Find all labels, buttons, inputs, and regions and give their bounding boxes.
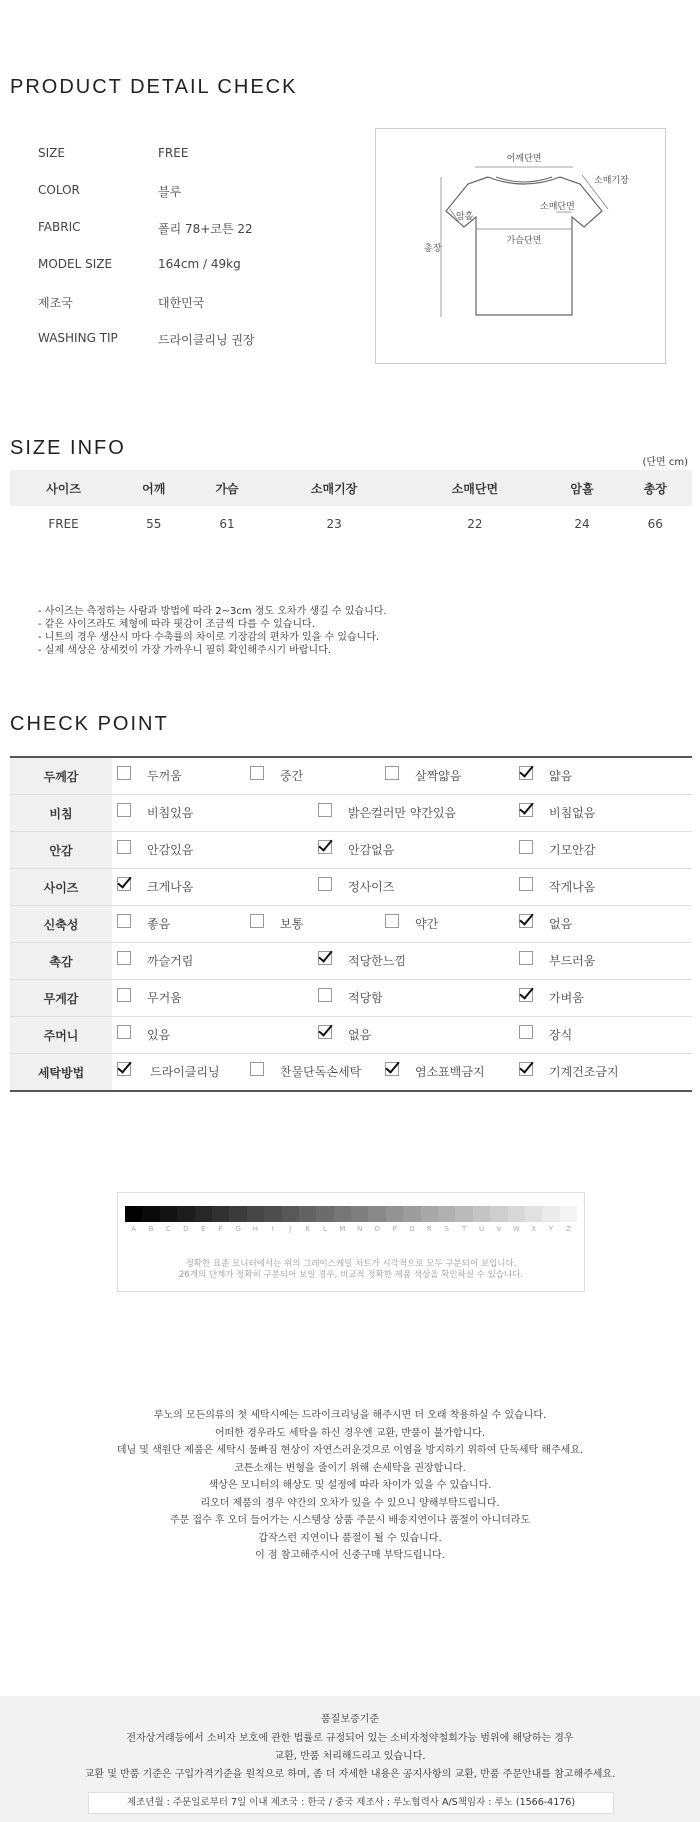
grayscale-swatch [386,1206,403,1222]
grayscale-swatch [473,1206,490,1222]
care-note-line: 어떠한 경우라도 세탁을 하신 경우엔 교환, 반품이 불가합니다. [214,1427,486,1439]
check-row-label: 안감 [10,832,112,869]
check-option-label: 가벼움 [549,991,584,1005]
check-row-options [112,757,692,795]
grayscale-bar [125,1206,577,1222]
checked-box-icon[interactable] [519,803,533,817]
grayscale-letter: S [444,1225,449,1233]
check-option-label: 약간 [415,917,439,931]
note-line: - 같은 사이즈라도 체형에 따라 핏감이 조금씩 다를 수 있습니다. [38,619,315,630]
care-notes [0,1407,700,1565]
grayscale-letter: V [496,1225,502,1233]
check-option-label: 기모안감 [549,843,596,857]
check-row-label: 비침 [10,795,112,832]
size-cell: 55 [146,517,162,531]
grayscale-letters [125,1225,577,1233]
check-row-options [112,1054,692,1092]
check-option-label: 기계건조금지 [549,1065,619,1079]
check-point-table [10,756,692,1092]
checked-box-icon[interactable] [318,951,332,965]
grayscale-swatch [316,1206,333,1222]
diagram-armhole-label: 암홀 [456,212,474,222]
grayscale-letter: L [323,1225,327,1233]
care-note-line: 주문 접수 후 오더 들어가는 시스템상 상품 주문시 배송지연이나 품절이 아니더라도 [169,1515,531,1526]
size-table [10,470,692,542]
check-row-label: 세탁방법 [10,1054,112,1092]
checkbox-icon[interactable] [117,988,131,1002]
grayscale-swatch [525,1206,542,1222]
grayscale-letter: D [183,1225,189,1233]
size-row [10,506,692,542]
check-option-label: 살짝얇음 [415,769,462,783]
check-row [10,795,692,832]
grayscale-letter: K [305,1225,310,1233]
detail-label: 제조국 [38,296,73,310]
grayscale-letter: P [392,1225,397,1233]
size-header-cell: 암홀 [545,470,618,506]
size-cell: 61 [219,517,235,531]
grayscale-swatch [455,1206,472,1222]
checked-box-icon[interactable] [117,877,131,891]
grayscale-swatch [125,1206,142,1222]
grayscale-letter: O [374,1225,380,1233]
check-row [10,943,692,980]
diagram-sleeve-length-label: 소매기장 [594,176,629,186]
checkbox-icon[interactable] [117,840,131,854]
grayscale-swatch [247,1206,264,1222]
size-diagram [375,128,666,364]
detail-title: PRODUCT DETAIL CHECK [10,76,298,98]
care-note-line: 코튼소재는 변형을 줄이기 위해 손세탁을 권장합니다. [234,1462,466,1474]
check-row [10,1054,692,1092]
detail-label: COLOR [38,183,80,197]
check-row-label: 두께감 [10,757,112,795]
grayscale-caption-line: 26개의 단계가 정확히 구분되어 보일 경우, 비교적 정확한 제품 색상을 확인하실 수 있습니다. [178,1270,524,1280]
grayscale-letter: C [166,1225,171,1233]
grayscale-swatch [421,1206,438,1222]
grayscale-letter: W [512,1225,520,1233]
grayscale-swatch [299,1206,316,1222]
check-row [10,869,692,906]
check-row-options [112,906,692,943]
check-row-options [112,943,692,980]
check-option-label: 밝은컬러만 약간있음 [348,806,457,820]
diagram-length-label: 총장 [424,244,442,254]
size-notes [38,605,387,657]
check-row-options [112,980,692,1017]
detail-value: 드라이클리닝 권장 [158,333,255,347]
size-cell: 66 [647,517,663,531]
detail-value: FREE [158,146,189,160]
detail-value: 164cm / 49kg [158,257,241,271]
grayscale-swatch [195,1206,212,1222]
checked-box-icon[interactable] [117,1062,131,1076]
grayscale-swatch [212,1206,229,1222]
grayscale-swatch [160,1206,177,1222]
grayscale-letter: Z [566,1225,571,1233]
size-header-cell: 소매단면 [405,470,546,506]
checked-box-icon[interactable] [318,840,332,854]
checked-box-icon[interactable] [519,766,533,780]
check-row-label: 무게감 [10,980,112,1017]
size-header-cell: 어깨 [117,470,190,506]
checked-box-icon[interactable] [519,988,533,1002]
grayscale-letter: I [271,1225,274,1233]
check-option-label: 없음 [549,917,573,931]
grayscale-letter: U [478,1225,485,1233]
checked-box-icon[interactable] [519,914,533,928]
grayscale-letter: A [131,1225,137,1233]
grayscale-swatch [142,1206,159,1222]
checkbox-icon[interactable] [117,766,131,780]
check-option-label: 없음 [348,1028,372,1042]
size-cell: 24 [574,517,590,531]
check-option-label: 무거움 [147,991,182,1005]
size-info-title: SIZE INFO [10,437,126,459]
check-row-label: 촉감 [10,943,112,980]
grayscale-letter: Q [409,1225,415,1233]
diagram-chest-label: 가슴단면 [506,236,542,246]
checkbox-icon[interactable] [117,951,131,965]
check-option-label: 적당한느낌 [348,954,406,968]
care-note-line: 이 점 참고해주시어 신중구매 부탁드립니다. [255,1550,445,1561]
note-line: - 니트의 경우 생산시 마다 수축률의 차이로 기장감의 편차가 있을 수 있습니다. [38,632,380,643]
check-option-label: 염소표백금지 [415,1065,485,1079]
size-header-cell: 소매기장 [264,470,405,506]
check-option-label: 안감없음 [348,843,395,857]
check-option-label: 좋음 [147,917,171,931]
grayscale-letter: Y [548,1225,554,1233]
care-note-line: 루노의 모든의류의 첫 세탁시에는 드라이크리닝을 해주시면 더 오래 착용하실 수 있습니다. [153,1410,547,1421]
checkbox-icon[interactable] [250,914,264,928]
diagram-shoulder-label: 어깨단면 [506,154,542,164]
check-option-label: 얇음 [549,769,573,783]
grayscale-letter: R [426,1225,432,1233]
check-option-label: 부드러움 [549,954,596,968]
grayscale-swatch [282,1206,299,1222]
grayscale-caption-line: 정확한 표준 모니터에서는 위의 그레이스케일 차트가 시각적으로 모두 구분되어 보입니다. [185,1259,517,1269]
grayscale-letter: J [289,1225,292,1233]
detail-label: MODEL SIZE [38,257,113,271]
grayscale-letter: M [339,1225,346,1233]
grayscale-swatch [560,1206,577,1222]
grayscale-swatch [351,1206,368,1222]
checkbox-icon[interactable] [519,951,533,965]
check-option-label: 있음 [147,1028,171,1042]
footer-line: 교환 및 반품 기준은 구입가격기준을 원칙으로 하며, 좀 더 자세한 내용은 공지사항의 교환, 반품 주문안내를 참고해주세요. [84,1769,616,1780]
check-row-options [112,869,692,906]
check-row [10,757,692,795]
check-point-title: CHECK POINT [10,713,169,735]
detail-label: SIZE [38,146,65,160]
check-option-label: 안감있음 [147,843,194,857]
grayscale-swatch [177,1206,194,1222]
check-option-label: 중간 [280,769,304,783]
detail-value: 폴리 78+코튼 22 [158,222,253,236]
diagram-sleeve-width-label: 소매단면 [540,202,575,212]
checkbox-icon[interactable] [318,803,332,817]
care-note-line: 색상은 모니터의 해상도 및 설정에 따라 차이가 있을 수 있습니다. [208,1480,492,1491]
check-option-label: 보통 [280,917,304,931]
grayscale-letter: G [235,1225,241,1233]
check-option-label: 까슬거림 [147,954,194,968]
size-header-cell: 사이즈 [10,470,117,506]
size-table-header [10,470,692,506]
checkbox-icon[interactable] [519,877,533,891]
care-note-line: 갑작스런 지연이나 품절이 될 수 있습니다. [258,1532,442,1544]
check-row-options [112,795,692,832]
check-option-label: 찬물단독손세탁 [280,1065,362,1079]
grayscale-swatch [438,1206,455,1222]
detail-label: WASHING TIP [38,331,118,345]
grayscale-swatch [264,1206,281,1222]
check-option-label: 두꺼움 [147,769,182,783]
note-line: - 사이즈는 측정하는 사람과 방법에 따라 2~3cm 정도 오차가 생길 수 있습니다. [38,606,387,617]
care-note-line: 리오더 제품의 경우 약간의 오차가 있을 수 있으니 양해부탁드립니다. [200,1497,500,1509]
detail-value: 블루 [158,185,182,199]
checkbox-icon[interactable] [117,1025,131,1039]
check-row [10,1017,692,1054]
grayscale-swatch [368,1206,385,1222]
check-option-label: 크게나옴 [147,880,194,894]
checkbox-icon[interactable] [519,840,533,854]
checked-box-icon[interactable] [318,1025,332,1039]
footer-title: 품질보증기준 [321,1714,379,1725]
footer-line: 교환, 반품 처리해드리고 있습니다. [274,1751,426,1762]
grayscale-swatch [229,1206,246,1222]
grayscale-letter: B [148,1225,154,1233]
check-option-label: 비침있음 [147,806,194,820]
check-row-options [112,832,692,869]
size-cell: FREE [48,517,79,531]
check-option-label: 장식 [549,1028,573,1042]
check-option-label: 비침없음 [549,806,596,820]
grayscale-swatch [508,1206,525,1222]
checked-box-icon[interactable] [519,1062,533,1076]
checkbox-icon[interactable] [519,1025,533,1039]
grayscale-letter: H [252,1225,259,1233]
grayscale-swatch [334,1206,351,1222]
size-header-cell: 가슴 [190,470,263,506]
footer-line: 전자상거래등에서 소비자 보호에 관한 법률로 규정되어 있는 소비자청약철회가능 범위에 해당하는 경우 [126,1733,574,1744]
grayscale-letter: T [461,1225,467,1233]
grayscale-letter: F [218,1225,223,1233]
grayscale-caption [118,1259,584,1281]
check-row-label: 사이즈 [10,869,112,906]
check-row [10,906,692,943]
check-option-label: 작게나옴 [549,880,596,894]
grayscale-letter: E [201,1225,206,1233]
checkbox-icon[interactable] [250,766,264,780]
size-cell: 23 [326,517,342,531]
note-line: - 실제 색상은 상세컷이 가장 가까우니 필히 확인해주시기 바랍니다. [38,645,332,656]
checkbox-icon[interactable] [385,766,399,780]
checked-box-icon[interactable] [385,1062,399,1076]
check-row-label: 주머니 [10,1017,112,1054]
size-unit: (단면 cm) [642,457,688,468]
footer-lines [0,1730,700,1784]
grayscale-letter: N [357,1225,363,1233]
checkbox-icon[interactable] [250,1062,264,1076]
detail-value: 대한민국 [158,296,205,310]
checkbox-icon[interactable] [117,803,131,817]
size-header-cell: 총장 [619,470,692,506]
checkbox-icon[interactable] [385,914,399,928]
checkbox-icon[interactable] [318,988,332,1002]
care-note-line: 데님 및 색원단 제품은 세탁시 물빠짐 현상이 자연스러운것으로 이염을 방지하기 위하여 단독세탁 해주세요. [116,1445,584,1456]
grayscale-swatch [403,1206,420,1222]
grayscale-letter: X [531,1225,537,1233]
grayscale-chart [117,1192,585,1292]
check-option-label: 드라이클리닝 [150,1065,220,1079]
checkbox-icon[interactable] [318,877,332,891]
footer-info: 제조년월 : 주문일로부터 7일 이내 제조국 : 한국 / 중국 제조사 : 루노협력사 A/S책임자 : 루노 (1566-4176) [88,1792,614,1814]
quality-footer [0,1696,700,1822]
grayscale-swatch [542,1206,559,1222]
detail-label: FABRIC [38,220,81,234]
size-cell: 22 [467,517,483,531]
check-row [10,832,692,869]
check-option-label: 적당함 [348,991,383,1005]
check-row-label: 신축성 [10,906,112,943]
check-row-options [112,1017,692,1054]
checkbox-icon[interactable] [117,914,131,928]
tshirt-diagram-icon [376,129,665,363]
grayscale-swatch [490,1206,507,1222]
check-row [10,980,692,1017]
check-option-label: 정사이즈 [348,880,395,894]
